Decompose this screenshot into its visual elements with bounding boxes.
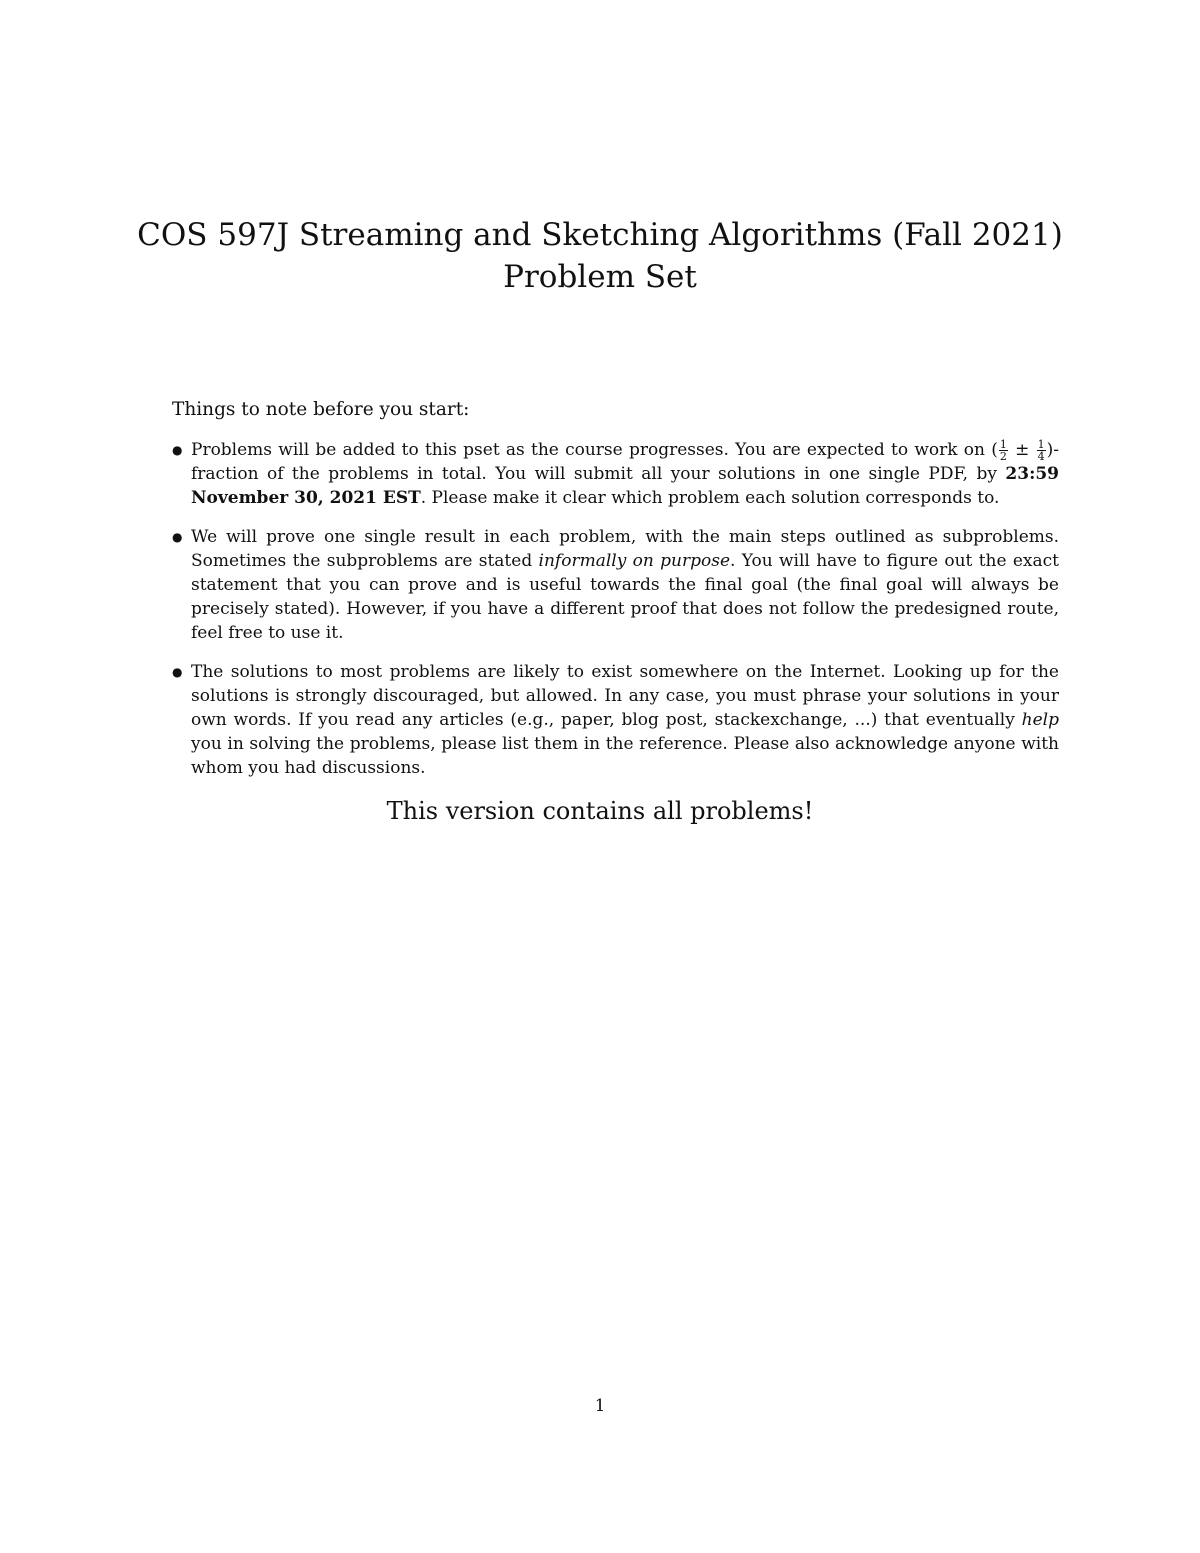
closing-note: This version contains all problems! xyxy=(386,797,814,825)
emphasis-text: informally on purpose xyxy=(538,551,731,571)
intro-text: Things to note before you start: xyxy=(172,399,470,420)
title-line-2: Problem Set xyxy=(503,259,697,295)
bullet-icon: ● xyxy=(172,530,183,544)
notes-list xyxy=(172,438,1059,795)
bullet-icon: ● xyxy=(172,665,183,679)
fraction-half: $\frac{1}{2}$ xyxy=(999,438,1007,463)
fraction-quarter: $\frac{1}{4}$ xyxy=(1037,438,1045,463)
emphasis-text: help xyxy=(1021,710,1059,730)
bullet-icon: ● xyxy=(172,443,183,457)
document-title xyxy=(0,214,1200,298)
note-item-submission: ● Problems will be added to this pset as the course progresses. You are expected to work on ( $\frac{1}{2}$ ± $\frac{1}{4}$ )-fraction of the problems in total. You will submit all your solutions in one single PDF, by 23:59 November 30, 2021 EST. Please make it clear which problem each solution corresponds to. xyxy=(172,438,1059,508)
deadline-text: 23:59 November 30, 2021 EST xyxy=(191,464,1059,508)
note-item-collaboration: ● The solutions to most problems are likely to exist somewhere on the Internet. Looking up for the solutions is strongly discouraged, but allowed. In any case, you must phrase your solutions in your own words. If you read any articles (e.g., paper, blog post, stackexchange, ...) that eventually help you in solving the problems, please list them in the reference. Please also acknowledge anyone with whom you had discussions. xyxy=(172,662,1059,778)
title-line-1: COS 597J Streaming and Sketching Algorithms (Fall 2021) xyxy=(137,217,1063,253)
note-item-structure: ● We will prove one single result in each problem, with the main steps outlined as subproblems. Sometimes the subproblems are stated informally on purpose. You will have to figure out the exact statement that you can prove and is useful towards the final goal (the final goal will always be precisely stated). However, if you have a different proof that does not follow the predesigned route, feel free to use it. xyxy=(172,527,1060,643)
page-number: 1 xyxy=(594,1396,606,1416)
